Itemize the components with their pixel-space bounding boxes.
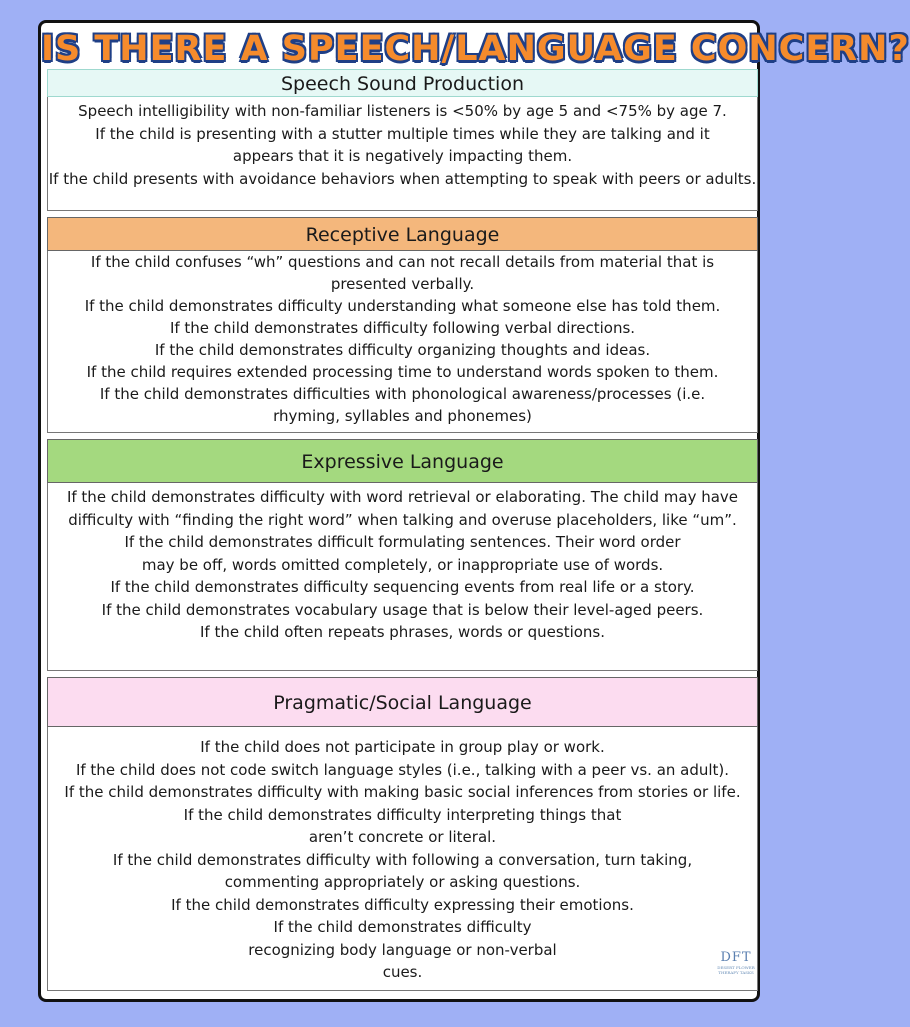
list-item: If the child demonstrates vocabulary usage that is below their level-aged peers. <box>101 600 704 619</box>
section-heading: Speech Sound Production <box>47 69 758 97</box>
list-item: If the child demonstrates difficult formulating sentences. Their word order may be off, words omitted completely, or inappropriate use of words. <box>124 533 681 574</box>
list-item: Speech intelligibility with non-familiar listeners is <50% by age 5 and <75% by age 7. <box>78 102 727 120</box>
section-body <box>47 97 758 211</box>
list-item: If the child often repeats phrases, words or questions. <box>199 623 606 641</box>
list-item: If the child does not code switch language styles (i.e., talking with a peer vs. an adult). <box>75 760 730 779</box>
list-item: If the child demonstrates difficulty with following a conversation, turn taking, commenting appropriately or asking questions. <box>112 850 693 891</box>
list-item: If the child demonstrates difficulty following verbal directions. <box>169 319 636 337</box>
list-item: If the child requires extended processing time to understand words spoken to them. <box>86 363 719 381</box>
list-item: If the child is presenting with a stutter multiple times while they are talking and it appears that it is negatively impacting them. <box>95 124 710 165</box>
logo-mark: DFT <box>720 950 752 965</box>
list-item: If the child confuses “wh” questions and can not recall details from material that is presented verbally. <box>90 253 715 293</box>
section-heading: Receptive Language <box>47 217 758 251</box>
list-item: If the child does not participate in group play or work. <box>200 738 605 756</box>
logo-caption: DESERT FLOWER THERAPY TASKS <box>717 965 755 975</box>
list-item: If the child presents with avoidance behaviors when attempting to speak with peers or adults. <box>48 169 757 188</box>
page-title: IS THERE A SPEECH/LANGUAGE CONCERN? <box>41 29 910 69</box>
list-item: If the child demonstrates difficulty interpreting things that aren’t concrete or literal. <box>183 805 622 846</box>
brand-logo <box>716 951 756 985</box>
section-expressive <box>47 439 758 671</box>
list-item: If the child demonstrates difficulty with word retrieval or elaborating. The child may have difficulty with “finding the right word” when talking and overuse placeholders, like “um”. <box>66 488 739 529</box>
section-pragmatic <box>47 677 758 991</box>
section-body <box>47 727 758 991</box>
section-heading: Expressive Language <box>47 439 758 483</box>
list-item: If the child demonstrates difficulties with phonological awareness/processes (i.e. rhyming, syllables and phonemes) <box>99 385 706 425</box>
worksheet-page <box>38 20 910 1002</box>
section-heading: Pragmatic/Social Language <box>47 677 758 727</box>
list-item: If the child demonstrates difficulty understanding what someone else has told them. <box>84 297 721 315</box>
list-item: If the child demonstrates difficulty recognizing body language or non-verbal cues. <box>248 918 557 981</box>
list-item: If the child demonstrates difficulty with making basic social inferences from stories or life. <box>64 783 741 801</box>
list-item: If the child demonstrates difficulty organizing thoughts and ideas. <box>154 341 651 359</box>
section-body <box>47 483 758 671</box>
section-speech-sound <box>47 69 758 211</box>
section-receptive <box>47 217 758 433</box>
list-item: If the child demonstrates difficulty sequencing events from real life or a story. <box>110 578 695 596</box>
section-body <box>47 251 758 433</box>
list-item: If the child demonstrates difficulty expressing their emotions. <box>171 895 634 914</box>
